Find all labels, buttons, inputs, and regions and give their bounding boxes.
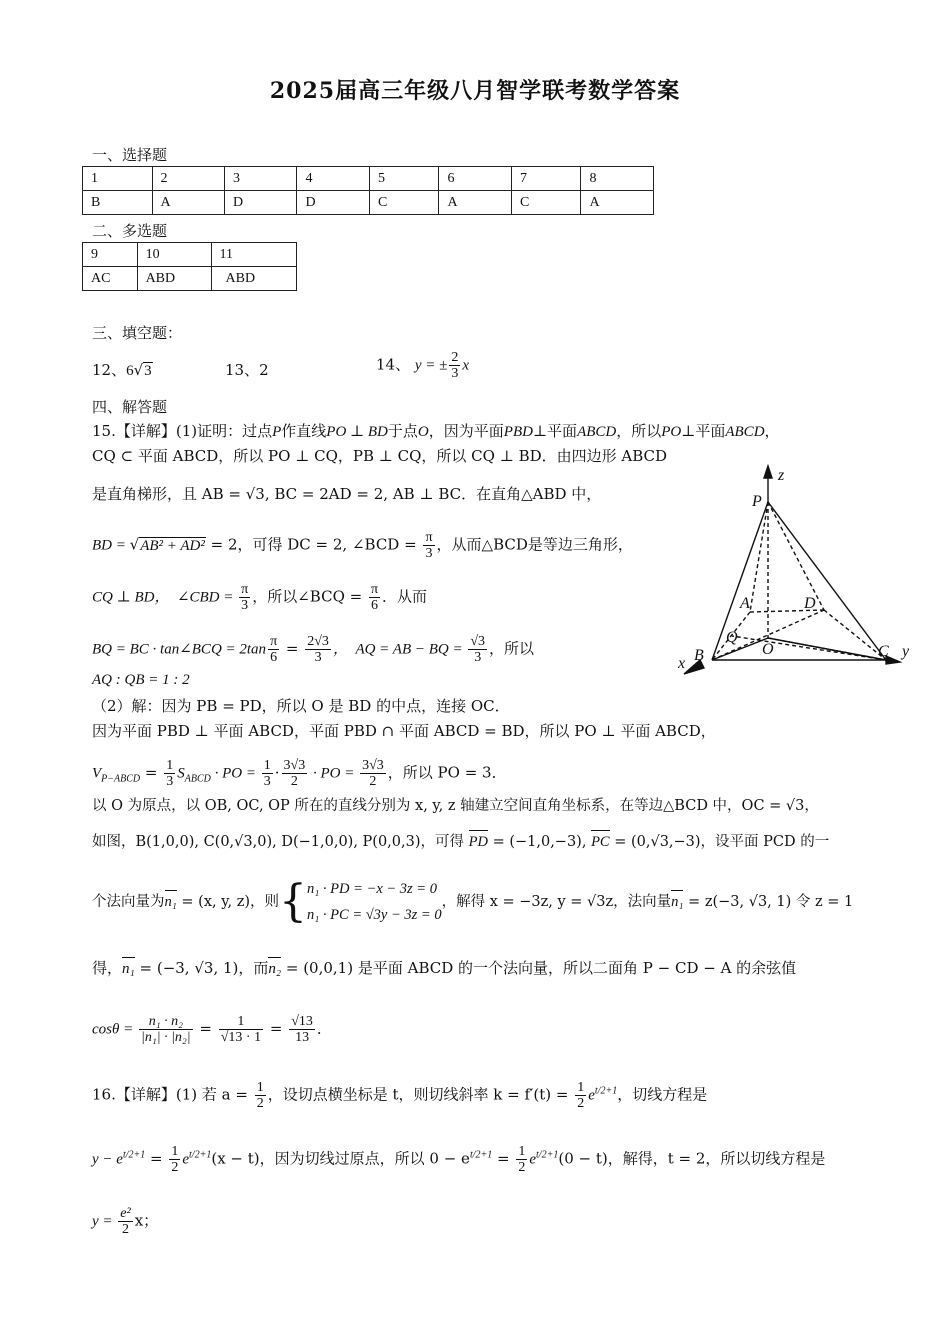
table-cell: AC: [83, 267, 138, 291]
q15-text: = (−1,0,−3),: [487, 834, 592, 850]
q16-text: y − e: [92, 1151, 123, 1168]
frac-den: 3: [425, 546, 433, 561]
table-cell: D: [225, 191, 297, 215]
frac-num: e²: [120, 1206, 131, 1221]
q16-line-2: [92, 1144, 825, 1175]
table-cell: D: [297, 191, 369, 215]
q15-frac: [219, 1014, 263, 1045]
table-row: [83, 191, 654, 215]
vector-n1: n₁: [164, 894, 177, 910]
q15-line-7: AQ : QB = 1 : 2: [92, 672, 190, 688]
q16-sup: t/2+1: [189, 1149, 212, 1161]
q15-text: =: [140, 763, 163, 782]
frac-den: 3: [474, 650, 482, 665]
label-b: B: [694, 647, 704, 664]
q15-text: ，所以∠BCQ =: [252, 587, 367, 606]
q15-frac: [305, 634, 331, 665]
page-title: 2025届高三年级八月智学联考数学答案: [269, 78, 681, 104]
q15-text: 个法向量为: [92, 894, 165, 910]
q16-text: e: [588, 1087, 595, 1104]
q15-line-14: [92, 958, 796, 979]
q16-text: ，设切点横坐标是 t，则切线斜率 k = f′(t) =: [267, 1085, 574, 1104]
frac-den: 3: [241, 598, 249, 613]
brace-symbol: {: [279, 876, 307, 927]
q16-text: =: [145, 1149, 168, 1168]
equation-2: n₁ · PC = √3y − 3z = 0: [307, 907, 442, 923]
q15-frac: [239, 582, 250, 613]
q15-text: = (0,√3,−3)，设平面 PCD 的一: [609, 834, 830, 850]
q15-text: BD =: [92, 537, 130, 554]
q15-text: ABCD: [577, 424, 617, 440]
multi-answer-table: [82, 242, 297, 291]
table-cell: 1: [83, 167, 153, 191]
q15-text: ⊥平面: [681, 422, 726, 440]
q15-text: · PO =: [309, 765, 359, 782]
frac-num: π: [370, 582, 379, 597]
q15-line-1: [92, 421, 780, 442]
table-cell: ABD: [137, 267, 211, 291]
q15-frac: [268, 634, 279, 665]
frac-den: 3: [166, 774, 174, 789]
q15-line-4: BD = √AB² + AD² = 2，可得 DC = 2, ∠BCD = $\frac{\pi}{3}$ ，从而△BCD是等边三角形，: [92, 530, 633, 561]
q15-text: PO ⊥ BD: [326, 424, 388, 440]
frac-num: √13: [291, 1014, 313, 1029]
q15-text: = z(−3, √3, 1) 令 z = 1: [683, 894, 854, 910]
q15-frac: [468, 634, 487, 665]
fill-answer-13: 13、2: [225, 361, 269, 379]
frac-den: 3: [263, 774, 271, 789]
frac-den: 2: [518, 1160, 526, 1175]
frac-num: 1: [256, 1080, 264, 1095]
table-cell: C: [369, 191, 439, 215]
q14-num: 2: [451, 350, 459, 365]
label-y: y: [902, 643, 910, 660]
q15-line-2: CQ ⊂ 平面 ABCD，所以 PO ⊥ CQ，PB ⊥ CQ，所以 CQ ⊥ BD．由四边形 ABCD: [92, 447, 668, 465]
label-a: A: [740, 595, 750, 612]
q16-text: 16.【详解】(1) 若 a =: [92, 1085, 253, 1104]
q15-line-3: 是直角梯形，且 AB = √3, BC = 2AD = 2, AB ⊥ BC．在直角△ABD 中，: [92, 485, 602, 503]
q15-text: V: [92, 765, 102, 782]
frac-den: 3: [314, 650, 322, 665]
table-cell: ABD: [211, 267, 296, 291]
table-row: [83, 267, 297, 291]
edge-pd: [768, 502, 824, 610]
q16-sup: t/2+1: [536, 1149, 559, 1161]
q15-text: ABCD: [725, 424, 765, 440]
q16-text: ，切线方程是: [617, 1085, 708, 1104]
table-cell: A: [581, 191, 654, 215]
q15-text: ．从而: [382, 587, 428, 606]
table-cell: 6: [439, 167, 511, 191]
table-cell: 10: [137, 243, 211, 267]
q12-radicand: 3: [144, 363, 152, 379]
vector-n1: n₁: [122, 961, 135, 977]
q15-text: P: [272, 424, 282, 440]
frac-num: 1: [219, 1014, 263, 1030]
q15-line-15: [92, 1014, 332, 1045]
q12-label: 12、: [92, 361, 127, 379]
q15-text: ⊥平面: [532, 422, 578, 440]
q15-sub: P−ABCD: [101, 773, 141, 785]
label-z: z: [778, 467, 785, 484]
q15-text: PBD: [503, 424, 533, 440]
q16-text: e: [182, 1151, 190, 1168]
label-p: P: [752, 493, 762, 510]
frac-num: √3: [470, 634, 486, 649]
q15-radicand: AB² + AD²: [140, 537, 205, 554]
q15-line-9: 因为平面 PBD ⊥ 平面 ABCD，平面 PBD ∩ 平面 ABCD = BD，所以 PO ⊥ 平面 ABCD，: [92, 722, 716, 740]
frac-num: n₁ · n₂: [139, 1014, 193, 1030]
q15-frac: [139, 1014, 193, 1045]
frac-num: π: [425, 530, 433, 545]
q16-line-3: [92, 1206, 158, 1237]
q15-text: O: [417, 424, 429, 440]
q15-frac: [289, 1014, 315, 1045]
q15-text: ，所以: [489, 639, 535, 658]
q15-text: 作直线: [281, 422, 327, 440]
table-cell: 7: [511, 167, 581, 191]
frac-den: 6: [270, 650, 278, 665]
q15-sub: ABCD: [184, 773, 211, 785]
q15-frac: [369, 582, 380, 613]
table-cell: C: [511, 191, 581, 215]
q16-frac: [255, 1080, 266, 1111]
frac-num: 1: [518, 1144, 526, 1159]
q15-text: 15.【详解】(1)证明：过点: [92, 422, 273, 440]
frac-den: 2: [171, 1160, 179, 1175]
q14-den: 3: [451, 366, 459, 381]
q16-frac: [575, 1080, 586, 1111]
edge-pc: [768, 502, 886, 660]
frac-den: 2: [290, 774, 298, 789]
q16-text: x；: [134, 1211, 159, 1230]
frac-num: 1: [166, 758, 174, 773]
frac-num: 2√3: [307, 634, 329, 649]
table-cell: 9: [83, 243, 138, 267]
frac-den: |n₁| · |n₂|: [141, 1030, 191, 1045]
frac-den: 13: [295, 1030, 310, 1045]
label-q: Q: [726, 629, 738, 646]
pyramid-figure: [672, 462, 922, 682]
q16-text: e: [529, 1151, 537, 1168]
q15-frac: [282, 758, 308, 789]
edge-cq: [732, 636, 886, 660]
q15-text: BQ = BC · tan∠BCQ = 2tan: [92, 641, 267, 658]
table-row: [83, 243, 297, 267]
q15-line-12: [92, 832, 829, 852]
equation-system: [307, 876, 442, 928]
frac-den: √13 · 1: [220, 1030, 262, 1045]
q15-text: ，: [764, 422, 780, 440]
q12-coef: 6: [126, 363, 134, 379]
vector-n2: n₂: [268, 961, 282, 977]
q15-text: = (0,0,1) 是平面 ABCD 的一个法向量，所以二面角 P − CD − A 的余弦值: [281, 959, 797, 977]
vector-pd: PD: [468, 834, 488, 850]
frac-den: 2: [121, 1222, 129, 1237]
q16-text: (0 − t)，解得，t = 2，所以切线方程是: [558, 1149, 826, 1168]
label-o: O: [762, 641, 774, 658]
frac-den: 2: [577, 1096, 585, 1111]
q15-line-5: [92, 582, 427, 613]
q15-text: PO: [661, 424, 682, 440]
q15-text: CQ ⊥ BD， ∠CBD =: [92, 589, 238, 606]
q15-frac: [423, 530, 434, 561]
q15-text: = (−3, √3, 1)，而: [134, 959, 269, 977]
q16-sup: t/2+1: [594, 1085, 618, 1097]
table-cell: 2: [152, 167, 224, 191]
q16-text: y =: [92, 1213, 117, 1230]
section-solutions: 四、解答题: [92, 398, 168, 416]
q15-text: = 2，可得 DC = 2, ∠BCD =: [205, 535, 422, 554]
q15-line-13: [92, 876, 853, 928]
q16-line-1: [92, 1080, 707, 1111]
z-axis-arrow: [764, 466, 772, 478]
table-cell: A: [439, 191, 511, 215]
q14-frac: [449, 350, 460, 381]
q15-text: =: [265, 1019, 288, 1038]
vector-pc: PC: [591, 834, 610, 850]
frac-num: π: [270, 634, 278, 649]
q15-text: ，从而△BCD是等边三角形，: [436, 535, 633, 554]
q15-line-6: [92, 634, 534, 665]
q15-text: 于点: [387, 422, 418, 440]
frac-den: 2: [369, 774, 377, 789]
frac-num: 1: [577, 1080, 585, 1095]
q15-frac: [360, 758, 386, 789]
table-cell: 3: [225, 167, 297, 191]
q16-text: (x − t)，因为切线过原点，所以 0 − e: [211, 1149, 470, 1168]
q15-text: ．: [316, 1019, 332, 1038]
q15-text: =: [194, 1019, 217, 1038]
q15-line-8: （2）解：因为 PB = PD，所以 O 是 BD 的中点，连接 OC．: [92, 697, 510, 715]
fill-answer-12: 12、6√3: [92, 361, 152, 379]
label-c: C: [878, 643, 889, 660]
table-cell: A: [152, 191, 224, 215]
q14-pre: y = ±: [414, 357, 448, 374]
q16-frac: [516, 1144, 527, 1175]
vector-n1: n₁: [671, 894, 684, 910]
frac-den: 2: [256, 1096, 264, 1111]
frac-num: π: [241, 582, 249, 597]
q15-frac: [164, 758, 175, 789]
q15-text: ，解得 x = −3z, y = √3z，法向量: [441, 894, 672, 910]
q15-line-11: 以 O 为原点，以 OB, OC, OP 所在的直线分别为 x, y, z 轴建立空间直角坐标系，在等边△BCD 中，OC = √3，: [92, 798, 819, 814]
frac-den: 6: [371, 598, 378, 613]
q15-text: ， AQ = AB − BQ =: [332, 641, 467, 658]
frac-num: 1: [263, 758, 271, 773]
section-fill: 三、填空题：: [92, 324, 183, 342]
table-cell: 8: [581, 167, 654, 191]
q16-frac: [169, 1144, 180, 1175]
q15-frac: [262, 758, 273, 789]
edge-pb: [712, 502, 768, 660]
q15-text: ，所以 PO = 3．: [387, 763, 507, 782]
q15-text: = (x, y, z)，则: [176, 894, 279, 910]
q15-text: ，所以: [616, 422, 662, 440]
q15-text: =: [281, 639, 304, 658]
table-cell: 5: [369, 167, 439, 191]
q15-text: · PO =: [210, 765, 260, 782]
table-row: [83, 167, 654, 191]
fill-answer-14: [376, 350, 469, 381]
q14-label: 14、: [376, 355, 411, 374]
edge-pa: [750, 502, 768, 612]
section-multi: 二、多选题: [92, 222, 168, 240]
table-cell: B: [83, 191, 153, 215]
equation-1: n₁ · PD = −x − 3z = 0: [307, 881, 437, 897]
q15-text: ，因为平面: [428, 422, 504, 440]
section-choice: 一、选择题: [92, 146, 168, 164]
q14-post: x: [462, 357, 470, 374]
q16-sup: t/2+1: [122, 1149, 146, 1161]
frac-num: 3√3: [362, 758, 384, 773]
q16-sup: t/2+1: [469, 1149, 493, 1161]
table-cell: 4: [297, 167, 369, 191]
label-x: x: [678, 655, 686, 672]
q16-text: =: [492, 1149, 515, 1168]
frac-num: 3√3: [283, 758, 306, 773]
table-cell: 11: [211, 243, 296, 267]
label-d: D: [804, 595, 816, 612]
frac-num: 1: [171, 1144, 179, 1159]
q15-text: 得，: [92, 959, 123, 977]
q15-line-10: $V_{P-ABCD}$ = $\frac{1}{3}$ $S_{ABCD}$ · PO = $\frac{1}{3}$ · $\frac{3√3}{2}$ · PO = $\frac{3√3}{2}$ ，所以 PO = 3．: [92, 758, 507, 789]
q16-frac: [118, 1206, 132, 1237]
q15-text: S: [177, 765, 185, 782]
q15-text: cosθ =: [92, 1021, 137, 1038]
mc-answer-table: [82, 166, 654, 215]
q15-text: 如图，B(1,0,0), C(0,√3,0), D(−1,0,0), P(0,0,3)，可得: [92, 834, 469, 850]
